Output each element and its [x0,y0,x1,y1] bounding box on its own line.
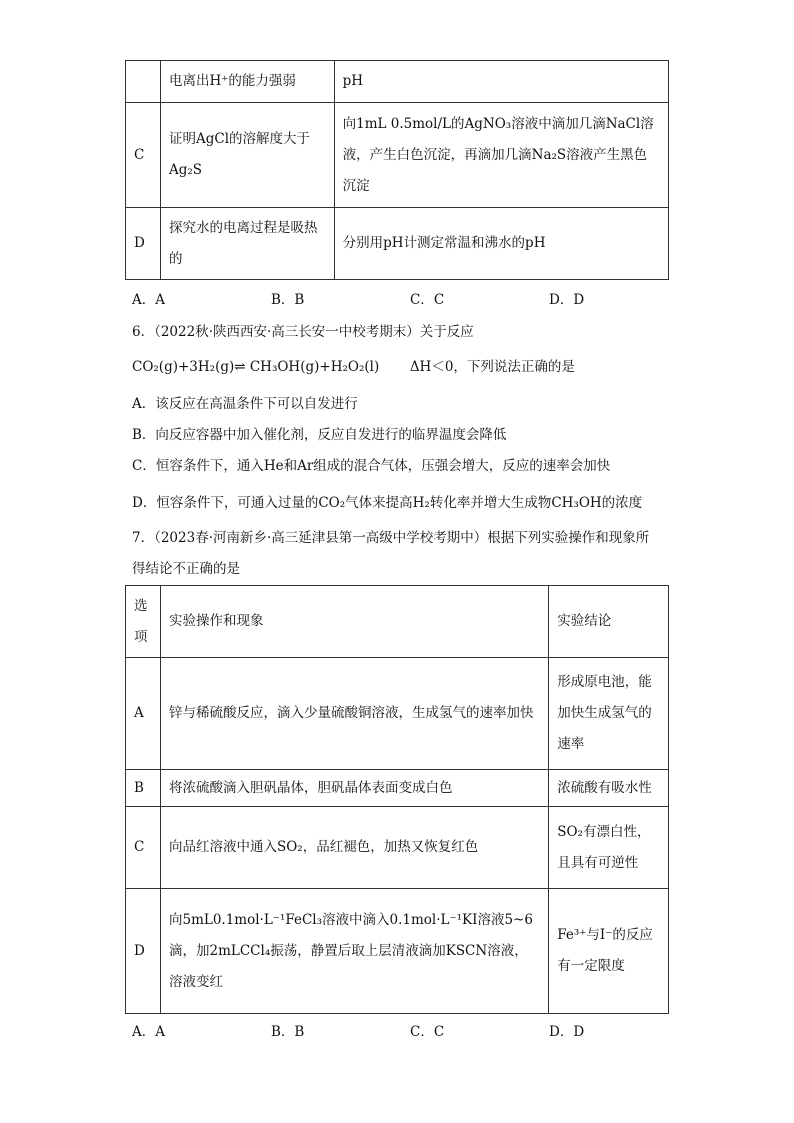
table-row [126,103,669,208]
q5-options [132,288,688,308]
option-b[interactable]: B．B [271,292,305,308]
reaction-equation: CO₂(g)+3H₂(g)⇌ CH₃OH(g)+H₂O₂(l) [132,359,380,375]
question-7-stem-line2: 得结论不正确的是 [132,561,240,577]
header-operation: 实验操作和现象 [160,586,548,658]
option-c[interactable]: C．C [410,292,445,308]
q6-option-d[interactable]: D．恒容条件下，可通入过量的CO₂气体来提高H₂转化率并增大生成物CH₃OH的浓度 [132,495,643,511]
q6-option-c[interactable]: C．恒容条件下，通入He和Ar组成的混合气体，压强会增大，反应的速率会加快 [132,458,611,474]
experiment-purpose: 证明AgCl的溶解度大于Ag₂S [160,103,334,208]
question-7-stem-line1: 7．（2023春·河南新乡·高三延津县第一高级中学校考期中）根据下列实验操作和现象所 [132,530,650,546]
table-row [126,208,669,280]
q6-option-b[interactable]: B．向反应容器中加入催化剂，反应自发进行的临界温度会降低 [132,427,507,443]
experiment-table-2 [125,585,669,1014]
experiment-operation: 向1mL 0.5mol/L的AgNO₃溶液中滴加几滴NaCl溶液，产生白色沉淀，再滴加几滴Na₂S溶液产生黑色沉淀 [334,103,668,208]
q7-options [132,1020,688,1040]
experiment-operation: pH [334,61,668,103]
experiment-conclusion: 形成原电池，能加快生成氢气的速率 [549,658,669,770]
experiment-operation: 分别用pH计测定常温和沸水的pH [334,208,668,280]
question-6-equation-line [132,355,575,375]
reaction-condition: ΔH＜0，下列说法正确的是 [409,359,575,375]
option-a[interactable]: A．A [132,1024,165,1040]
table-row [126,658,669,770]
experiment-operation: 向5mL0.1mol·L⁻¹FeCl₃溶液中滴入0.1mol·L⁻¹KI溶液5~6滴，加2mLCCl₄振荡，静置后取上层清液滴加KSCN溶液，溶液变红 [160,889,548,1014]
table-row [126,889,669,1014]
experiment-conclusion: Fe³⁺与I⁻的反应有一定限度 [549,889,669,1014]
row-label: C [126,103,161,208]
experiment-conclusion: SO₂有漂白性，且具有可逆性 [549,807,669,889]
option-a[interactable]: A．A [132,292,165,308]
experiment-conclusion: 浓硫酸有吸水性 [549,770,669,807]
table-row [126,61,669,103]
table-header-row [126,586,669,658]
row-label: A [126,658,161,770]
experiment-purpose: 电离出H⁺的能力强弱 [160,61,334,103]
option-d[interactable]: D．D [549,292,585,308]
q6-option-a[interactable]: A．该反应在高温条件下可以自发进行 [132,396,358,412]
experiment-operation: 锌与稀硫酸反应，滴入少量硫酸铜溶液，生成氢气的速率加快 [160,658,548,770]
table-row [126,807,669,889]
option-c[interactable]: C．C [410,1024,445,1040]
experiment-table-1 [125,60,669,280]
experiment-operation: 向品红溶液中通入SO₂，品红褪色，加热又恢复红色 [160,807,548,889]
row-label: B [126,770,161,807]
table-row [126,770,669,807]
question-6-stem: 6．（2022秋·陕西西安·高三长安一中校考期末）关于反应 [132,324,474,340]
experiment-operation: 将浓硫酸滴入胆矾晶体，胆矾晶体表面变成白色 [160,770,548,807]
header-conclusion: 实验结论 [549,586,669,658]
option-d[interactable]: D．D [549,1024,585,1040]
row-label: C [126,807,161,889]
header-option: 选项 [126,586,161,658]
row-label: D [126,889,161,1014]
option-b[interactable]: B．B [271,1024,305,1040]
experiment-purpose: 探究水的电离过程是吸热的 [160,208,334,280]
row-label: D [126,208,161,280]
row-label [126,61,161,103]
